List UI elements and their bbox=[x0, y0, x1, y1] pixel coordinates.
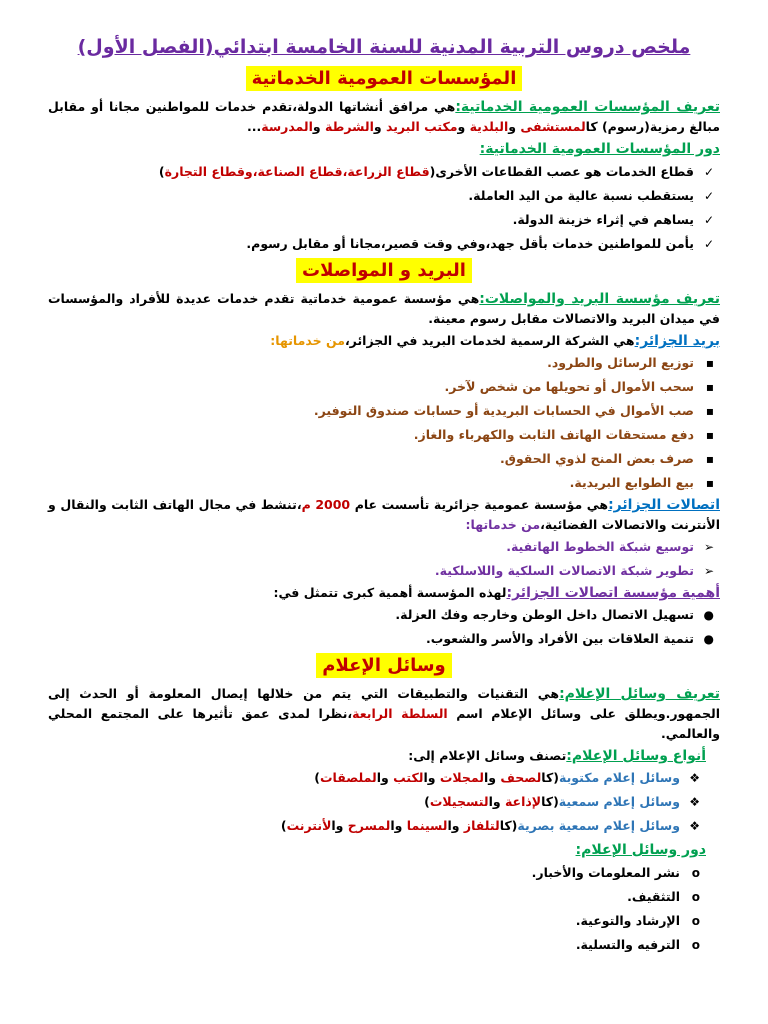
algerie-poste-intro bbox=[48, 331, 720, 351]
police-term: الشرطة bbox=[325, 119, 374, 134]
services-label: من خدماتها: bbox=[465, 517, 541, 532]
media-types-intro bbox=[48, 746, 720, 766]
algerie-telecom-text: هي مؤسسة عمومية جزائرية تأسست عام bbox=[350, 497, 609, 512]
role-text: يأمن للمواطنين خدمات بأقل جهد،وفي وقت قصير،مجانا أو مقابل رسوم. bbox=[246, 236, 694, 251]
dot-bullet-icon: ● bbox=[703, 608, 714, 622]
algerie-telecom-services-list bbox=[48, 535, 720, 583]
role-text: يستقطب نسبة عالية من اليد العاملة. bbox=[468, 188, 694, 203]
public-services-definition bbox=[48, 97, 720, 137]
and-connector: وا bbox=[390, 818, 407, 833]
list-item bbox=[48, 790, 700, 814]
arrow-bullet-icon: ➢ bbox=[703, 540, 714, 554]
and-connector: وا bbox=[447, 818, 464, 833]
circle-bullet-icon: o bbox=[691, 866, 700, 880]
audio-media: وسائل إعلام سمعية bbox=[558, 794, 680, 809]
list-item-text: دفع مستحقات الهاتف الثابت والكهرباء والغاز. bbox=[413, 427, 694, 442]
section-title-media: وسائل الإعلام bbox=[316, 653, 451, 678]
square-bullet-icon: ▪ bbox=[705, 428, 714, 442]
year-suffix: م bbox=[301, 497, 316, 512]
and-connector: وا bbox=[331, 818, 348, 833]
list-item-text: نشر المعلومات والأخبار. bbox=[531, 865, 680, 880]
list-item bbox=[48, 208, 714, 232]
algerie-telecom-importance bbox=[48, 583, 720, 603]
list-item-text: توزيع الرسائل والطرود. bbox=[547, 355, 694, 370]
check-icon: ✓ bbox=[703, 237, 714, 251]
list-item bbox=[48, 603, 714, 627]
media-definition-text-continued: ،نظرا لمدى عمق تأثيرها على المجتمع المحلي والعالمي. bbox=[48, 706, 720, 741]
role-text: قطاع الخدمات هو عصب القطاعات الأخرى( bbox=[429, 164, 694, 179]
circle-bullet-icon: o bbox=[691, 938, 700, 952]
post-telecom-definition-text: هي مؤسسة عمومية خدماتية تقدم خدمات عديدة للأفراد والمؤسسات في ميدان البريد والاتصالات مقابل رسوم معينة. bbox=[48, 291, 720, 326]
check-icon: ✓ bbox=[703, 165, 714, 179]
paren: ) bbox=[280, 818, 287, 833]
public-services-role-label: دور المؤسسات العمومية الخدماتية: bbox=[479, 141, 720, 157]
section-title-public-services: المؤسسات العمومية الخدماتية bbox=[246, 66, 523, 91]
hospital-term: لمستشفى bbox=[520, 119, 586, 134]
and-connector: وا bbox=[376, 770, 394, 785]
circle-bullet-icon: o bbox=[691, 890, 700, 904]
cinema: لسينما bbox=[406, 818, 448, 833]
arrow-bullet-icon: ➢ bbox=[703, 564, 714, 578]
internet: لأنترنت bbox=[286, 818, 332, 833]
list-item bbox=[48, 885, 700, 909]
circle-bullet-icon: o bbox=[691, 914, 700, 928]
section-post-telecom bbox=[48, 258, 720, 283]
magazines: لمجلات bbox=[439, 770, 484, 785]
list-item bbox=[48, 232, 714, 256]
and-connector: وا bbox=[483, 770, 501, 785]
newspapers: لصحف bbox=[500, 770, 542, 785]
media-role-label: دور وسائل الإعلام: bbox=[575, 842, 706, 858]
and-connector: وا bbox=[423, 770, 440, 785]
media-types-text: تصنف وسائل الإعلام إلى: bbox=[408, 748, 567, 763]
dot-bullet-icon: ● bbox=[703, 632, 714, 646]
algerie-poste-services-list bbox=[48, 351, 720, 495]
importance-list bbox=[48, 603, 720, 651]
diamond-icon: ❖ bbox=[689, 819, 700, 833]
list-item bbox=[48, 861, 700, 885]
and-connector: و bbox=[312, 119, 326, 134]
square-bullet-icon: ▪ bbox=[705, 356, 714, 370]
radio: لإذاعة bbox=[504, 794, 542, 809]
list-item bbox=[48, 184, 714, 208]
importance-text: لهذه المؤسسة أهمية كبرى تتمثل في: bbox=[273, 585, 507, 600]
paren: ) bbox=[424, 794, 430, 809]
list-item-text: صرف بعض المنح لذوي الحقوق. bbox=[500, 451, 694, 466]
post-telecom-definition-label: تعريف مؤسسة البريد والمواصلات: bbox=[479, 291, 720, 307]
list-item-text: الترفيه والتسلية. bbox=[575, 937, 680, 952]
public-services-definition-text: هي مرافق أنشاتها الدولة،تقدم خدمات للمواطنين مجانا أو مقابل مبالغ رمزية(رسوم) كا bbox=[48, 99, 720, 134]
square-bullet-icon: ▪ bbox=[705, 452, 714, 466]
list-item bbox=[48, 447, 714, 471]
paren: (كا bbox=[541, 770, 559, 785]
list-item bbox=[48, 471, 714, 495]
list-item bbox=[48, 375, 714, 399]
list-item-text: توسيع شبكة الخطوط الهاتفية. bbox=[506, 539, 694, 554]
importance-label: أهمية مؤسسة اتصالات الجزائر: bbox=[506, 585, 720, 601]
list-item bbox=[48, 160, 714, 184]
public-services-role-list bbox=[48, 160, 720, 256]
books: لكتب bbox=[393, 770, 424, 785]
list-item bbox=[48, 423, 714, 447]
list-item bbox=[48, 535, 714, 559]
and-connector: و bbox=[373, 119, 386, 134]
list-item-text: الإرشاد والتوعية. bbox=[575, 913, 680, 928]
and-connector: و bbox=[508, 119, 521, 134]
check-icon: ✓ bbox=[703, 189, 714, 203]
services-label: من خدماتها: bbox=[270, 333, 345, 348]
sectors-term: قطاع الزراعة،قطاع الصناعة، bbox=[252, 164, 430, 179]
algerie-poste-label: بريد الجزائر: bbox=[634, 333, 720, 349]
founding-year: 2000 bbox=[315, 497, 351, 512]
media-definition-label: تعريف وسائل الإعلام: bbox=[559, 686, 720, 702]
and-connector: و bbox=[457, 119, 470, 134]
list-item bbox=[48, 909, 700, 933]
list-item bbox=[48, 351, 714, 375]
section-public-services bbox=[48, 66, 720, 91]
trade-sector-term: وقطاع التجارة bbox=[164, 164, 253, 179]
posters: لملصقات bbox=[319, 770, 377, 785]
written-media: وسائل إعلام مكتوبة bbox=[558, 770, 680, 785]
post-telecom-definition bbox=[48, 289, 720, 329]
list-item bbox=[48, 399, 714, 423]
post-office-term: مكتب البريد bbox=[385, 119, 458, 134]
list-item bbox=[48, 814, 700, 838]
square-bullet-icon: ▪ bbox=[705, 476, 714, 490]
theater: لمسرح bbox=[347, 818, 391, 833]
list-item-text: صب الأموال في الحسابات البريدية أو حسابات صندوق التوفير. bbox=[313, 403, 694, 418]
square-bullet-icon: ▪ bbox=[705, 404, 714, 418]
paren: (كا bbox=[541, 794, 559, 809]
media-types-list bbox=[48, 766, 720, 838]
algerie-telecom-text-continued: ،تنشط في مجال الهاتف الثابت والنقال و الأنترنت والاتصالات الفضائية، bbox=[48, 497, 720, 532]
algerie-telecom-label: اتصالات الجزائر: bbox=[608, 497, 720, 513]
role-text: يساهم في إثراء خزينة الدولة. bbox=[512, 212, 694, 227]
and-connector: وا bbox=[488, 794, 505, 809]
algerie-telecom-intro bbox=[48, 495, 720, 535]
list-item-text: التثقيف. bbox=[627, 889, 680, 904]
fourth-estate-term: السلطة الرابعة bbox=[352, 706, 448, 721]
public-services-role-heading bbox=[48, 137, 720, 160]
list-item-text: سحب الأموال أو تحويلها من شخص لآخر. bbox=[444, 379, 694, 394]
municipality-term: البلدية bbox=[469, 119, 509, 134]
list-item bbox=[48, 627, 714, 651]
list-item-text: تسهيل الاتصال داخل الوطن وخارجه وفك العزلة. bbox=[395, 607, 694, 622]
public-services-definition-label: تعريف المؤسسات العمومية الخدماتية: bbox=[455, 99, 720, 115]
square-bullet-icon: ▪ bbox=[705, 380, 714, 394]
media-definition-text: هي التقنيات والتطبيقات التي يتم من خلالها إيصال المعلومة أو الحدث إلى الجمهور.ويطلق على وسائل الإعلام اسم bbox=[48, 686, 720, 721]
media-role-heading bbox=[48, 838, 720, 861]
ellipsis: ... bbox=[247, 119, 262, 134]
school-term: المدرسة bbox=[261, 119, 313, 134]
television: لتلفاز bbox=[463, 818, 500, 833]
paren: (كا bbox=[499, 818, 518, 833]
algerie-poste-text: هي الشركة الرسمية لخدمات البريد في الجزائر، bbox=[344, 333, 635, 348]
diamond-icon: ❖ bbox=[689, 795, 700, 809]
recordings: لتسجيلات bbox=[429, 794, 489, 809]
closing-paren: ) bbox=[158, 164, 165, 179]
media-types-label: أنواع وسائل الإعلام: bbox=[566, 748, 706, 764]
media-role-list bbox=[48, 861, 720, 957]
list-item-text: تطوير شبكة الاتصالات السلكية واللاسلكية. bbox=[434, 563, 694, 578]
paren: ) bbox=[314, 770, 320, 785]
section-title-post-telecom: البريد و المواصلات bbox=[296, 258, 472, 283]
check-icon: ✓ bbox=[703, 213, 714, 227]
list-item bbox=[48, 933, 700, 957]
list-item-text: بيع الطوابع البريدية. bbox=[569, 475, 694, 490]
list-item bbox=[48, 559, 714, 583]
list-item-text: تنمية العلاقات بين الأفراد والأسر والشعوب. bbox=[426, 631, 694, 646]
list-item bbox=[48, 766, 700, 790]
media-definition bbox=[48, 684, 720, 744]
audiovisual-media: وسائل إعلام سمعية بصرية bbox=[517, 818, 680, 833]
document-title: ملخص دروس التربية المدنية للسنة الخامسة ابتدائي(الفصل الأول) bbox=[77, 36, 691, 58]
diamond-icon: ❖ bbox=[689, 771, 700, 785]
section-media bbox=[48, 653, 720, 678]
